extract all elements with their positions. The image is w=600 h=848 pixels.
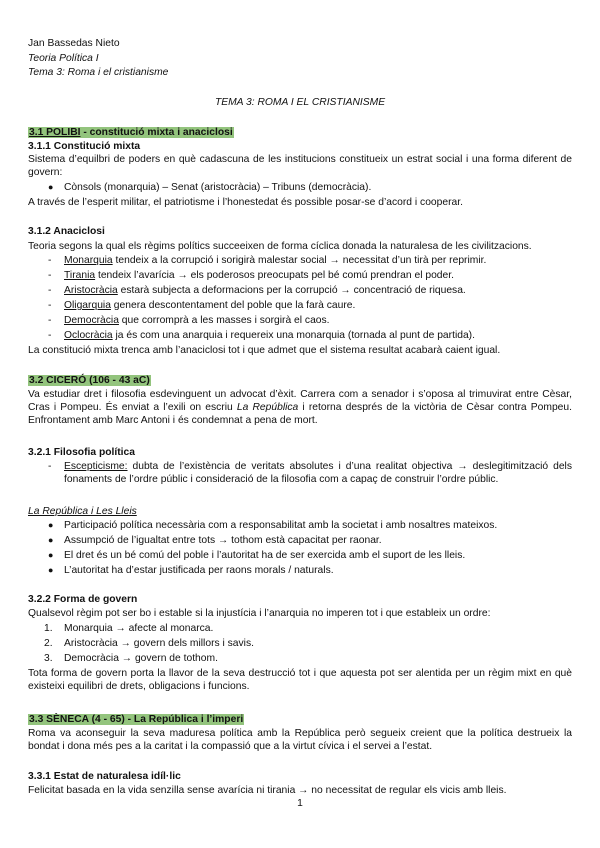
list-item: Assumpció de l’igualtat entre tots → tothom està capacitat per raonar.: [64, 535, 382, 546]
list-item-term: Oligarquia: [64, 300, 111, 311]
paragraph-3-2-3: Tota forma de govern porta la llavor de la seva destrucció tot i que aquesta pot ser alentida per un règim mixt en què existeixi equilibri de drets, obligacions i funcions.: [28, 668, 572, 692]
number-marker: 1.: [44, 623, 53, 634]
list-item-escepticisme: [64, 460, 572, 486]
bullet-marker: ●: [48, 565, 54, 575]
number-marker: 3.: [44, 653, 53, 664]
section-heading-3-3: [28, 713, 244, 726]
page-number: 1: [297, 798, 303, 809]
numbered-item: Democràcia → govern de tothom.: [64, 653, 218, 664]
works-heading: La República i Les Lleis: [28, 506, 137, 517]
paragraph-3-1-1: Sistema d’equilbri de poders en què cadascuna de les institucions constitueix un estrat social i una forma diferent de govern:: [28, 154, 572, 178]
paragraph-cicero-a: Va estudiar dret i filosofia esdevinguent un advocat d’èxit. Carrera com a senador i s’oposa al trimuvirat entre Cèsar, Cras i Pompeu. És enviat a l’exili on escriu: [28, 389, 572, 413]
list-item-term: Aristocràcia: [64, 285, 118, 296]
list-item: [64, 269, 454, 282]
numbered-item: Monarquia → afecte al monarca.: [64, 623, 214, 634]
bullet-marker: ●: [48, 182, 54, 192]
list-item-text: tendeix a la corrupció i sorigirà malestar social → necessitat d’un tirà per reprimir.: [112, 255, 487, 266]
bullet-marker: ●: [48, 550, 54, 560]
bullet-consols: Cònsols (monarquia) – Senat (aristocràcia) – Tribuns (democràcia).: [64, 182, 372, 193]
numbered-item: Aristocràcia → govern dels millors i savis.: [64, 638, 254, 649]
paragraph-3-3-1: Felicitat basada en la vida senzilla sense avarícia ni tirania → no necessitat de regular els vicis amb lleis.: [28, 785, 507, 796]
list-item-term: Escepticisme:: [64, 461, 128, 472]
subheading-3-1-1: 3.1.1 Constitució mixta: [28, 141, 141, 152]
dash-marker: -: [48, 315, 52, 326]
dash-marker: -: [48, 461, 52, 472]
list-item-text: que corromprà a les masses i sorgirà el caos.: [118, 315, 330, 326]
list-item: [64, 284, 466, 297]
number-marker: 2.: [44, 638, 53, 649]
topic-line: Tema 3: Roma i el cristianisme: [28, 67, 169, 78]
list-item: [64, 329, 475, 342]
paragraph-3-1-2: A través de l’esperit militar, el patriotisme i l’honestedat és possible posar-se d’acord i cooperar.: [28, 197, 463, 208]
subheading-3-3-1: 3.3.1 Estat de naturalesa idíl·lic: [28, 771, 181, 782]
subheading-3-2-1: 3.2.1 Filosofia política: [28, 447, 136, 458]
dash-marker: -: [48, 285, 52, 296]
work-title-republica: La República: [236, 402, 299, 413]
list-item-text: dubta de l’existència de veritats absolutes i d’una realitat objectiva → deslegitimització dels fonaments de l’ordre públic i consideració de la filosofia com a capaç de construir l’ordre públic.: [64, 461, 572, 485]
paragraph-forma-govern: Qualsevol règim pot ser bo i estable si la injustícia i l’anarquia no imperen tot i que estableix un ordre:: [28, 608, 491, 619]
section-heading-3-2-text: 3.2 CICERÓ (106 - 43 aC): [29, 375, 150, 386]
list-item: [64, 299, 355, 312]
author-line: Jan Bassedas Nieto: [28, 38, 120, 49]
paragraph-seneca: Roma va aconseguir la seva maduresa política amb la República però segueix creient que la política destrueix la bondat i dona més pes a la caritat i la compassió que a la virtut cívica i el servei a l’estat.: [28, 728, 572, 752]
dash-marker: -: [48, 255, 52, 266]
dash-marker: -: [48, 300, 52, 311]
list-item-text: ja és com una anarquia i requereix una monarquia (tornada al punt de partida).: [112, 330, 475, 341]
list-item-text: estarà subjecta a deformacions per la corrupció → concentració de riquesa.: [117, 285, 466, 296]
list-item: [64, 254, 486, 267]
page-title: TEMA 3: ROMA I EL CRISTIANISME: [214, 97, 386, 108]
list-item-term: Democràcia: [64, 315, 119, 326]
bullet-marker: ●: [48, 520, 54, 530]
list-item-text: tendeix l’avarícia → els poderosos preocupats pel bé comú prendran el poder.: [95, 270, 454, 281]
section-heading-3-1-rest: - constitució mixta i anaciclosi: [80, 127, 233, 138]
list-item-text: genera descontentament del poble que la farà caure.: [110, 300, 356, 311]
list-item: El dret és un bé comú del poble i l’autoritat ha de ser exercida amb el suport de les lleis.: [64, 550, 466, 561]
dash-marker: -: [48, 330, 52, 341]
list-item-term: Tirania: [64, 270, 96, 281]
section-heading-3-1-name: 3.1 POLIBI: [29, 127, 81, 138]
subheading-3-2-2: 3.2.2 Forma de govern: [28, 594, 138, 605]
paragraph-anaciclosi: Teoria segons la qual els règims polítics succeeixen de forma cíclica donada la naturalesa de les civilitzacions.: [28, 241, 532, 252]
paragraph-cicero: [28, 388, 572, 427]
section-heading-3-3-text: 3.3 SÈNECA (4 - 65) - La República i l’imperi: [29, 714, 244, 725]
section-heading-3-2: [28, 374, 151, 387]
section-heading-3-1: [28, 126, 234, 139]
dash-marker: -: [48, 270, 52, 281]
list-item: Participació política necessària com a responsabilitat amb la societat i amb nosaltres mateixos.: [64, 520, 498, 531]
list-item: L’autoritat ha d’estar justificada per raons morals / naturals.: [64, 565, 334, 576]
list-item-term: Monarquia: [64, 255, 113, 266]
bullet-marker: ●: [48, 535, 54, 545]
paragraph-cicero-c: i retorna després de la victòria de Cèsar contra Pompeu. Enfrontament amb Marc Antoni i és condemnat a pena de mort.: [28, 402, 572, 426]
paragraph-3-1-3: La constitució mixta trenca amb l’anaciclosi tot i que admet que el sistema resultat acabarà caient igual.: [28, 345, 501, 356]
list-item-term: Oclocràcia: [64, 330, 113, 341]
subheading-3-1-2: 3.1.2 Anaciclosi: [28, 226, 105, 237]
list-item: [64, 314, 330, 327]
course-line: Teoria Política I: [28, 53, 99, 64]
